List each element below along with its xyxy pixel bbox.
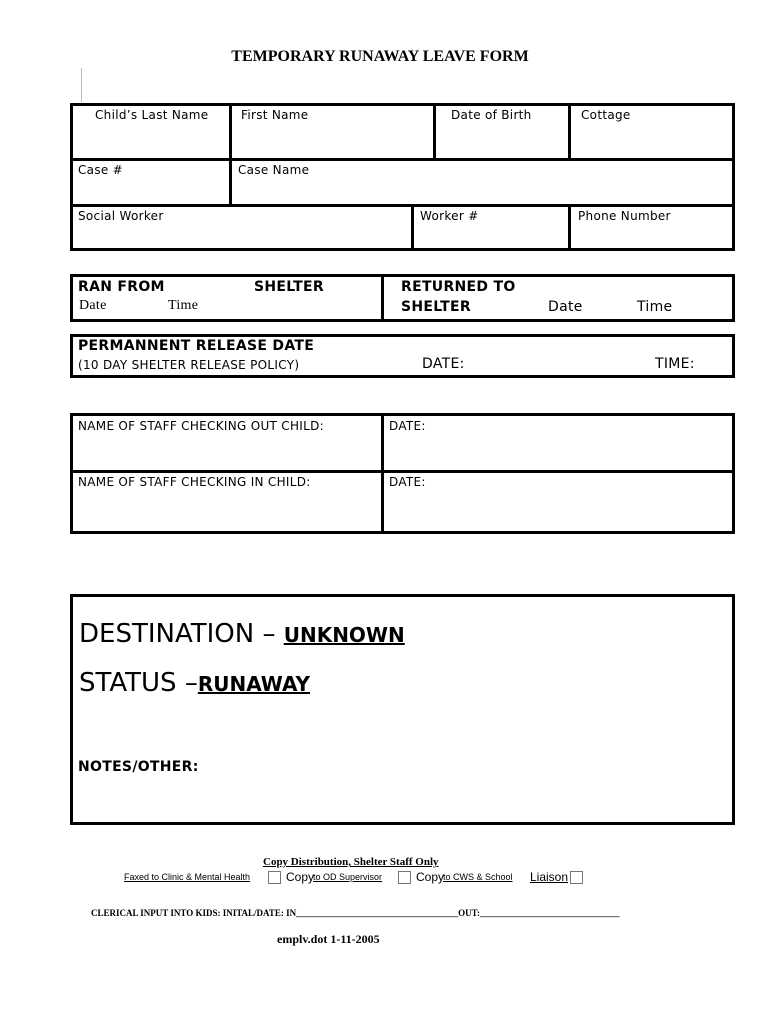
col-divider: [433, 103, 436, 160]
destination-label: DESTINATION –: [79, 619, 284, 649]
col-divider: [568, 103, 571, 160]
row-divider: [70, 204, 735, 207]
first-name-field[interactable]: First Name: [241, 108, 309, 122]
checking-in-date-field[interactable]: DATE:: [389, 475, 426, 489]
document-code: emplv.dot 1-11-2005: [277, 932, 380, 946]
destination-line: [79, 619, 405, 649]
distribution-item-liaison: Liaison: [530, 870, 569, 884]
clerical-out-label: OUT:: [458, 908, 480, 918]
copy-label-2: Copy: [416, 870, 445, 884]
release-policy-label: (10 DAY SHELTER RELEASE POLICY): [78, 358, 300, 372]
ran-from-date-field[interactable]: Date: [79, 298, 107, 313]
distribution-heading: Copy Distribution, Shelter Staff Only: [263, 856, 439, 868]
staff-checking-out-field[interactable]: NAME OF STAFF CHECKING OUT CHILD:: [78, 419, 324, 433]
case-number-field[interactable]: Case #: [78, 163, 124, 177]
ran-from-time-field[interactable]: Time: [168, 298, 199, 313]
phone-number-field[interactable]: Phone Number: [578, 209, 671, 223]
child-last-name-field[interactable]: Child’s Last Name: [95, 108, 209, 122]
row-divider: [70, 158, 735, 161]
margin-mark: [81, 68, 82, 102]
col-divider: [381, 274, 384, 322]
social-worker-field[interactable]: Social Worker: [78, 209, 164, 223]
notes-field[interactable]: NOTES/OTHER:: [78, 759, 199, 775]
status-line: [79, 668, 310, 698]
status-value: RUNAWAY: [197, 672, 310, 696]
form-title: TEMPORARY RUNAWAY LEAVE FORM: [231, 48, 529, 65]
date-of-birth-field[interactable]: Date of Birth: [451, 108, 532, 122]
clerical-in-line[interactable]: ____________________________________: [296, 908, 459, 918]
col-divider: [381, 413, 384, 534]
destination-value: UNKNOWN: [283, 623, 405, 647]
cws-liaison-checkbox[interactable]: [570, 871, 583, 884]
staff-checking-in-field[interactable]: NAME OF STAFF CHECKING IN CHILD:: [78, 475, 311, 489]
case-name-field[interactable]: Case Name: [238, 163, 310, 177]
col-divider: [229, 103, 232, 204]
release-label: PERMANNENT RELEASE DATE: [78, 338, 315, 354]
distribution-item-clinic: Faxed to Clinic & Mental Health: [124, 872, 251, 882]
od-supervisor-checkbox[interactable]: [398, 871, 411, 884]
returned-shelter-label: SHELTER: [401, 299, 471, 315]
clerical-in-label: CLERICAL INPUT INTO KIDS: INITAL/DATE: IN: [91, 908, 297, 918]
returned-to-label: RETURNED TO: [401, 279, 516, 295]
row-divider: [70, 470, 735, 473]
shelter-label: SHELTER: [254, 279, 324, 295]
checking-out-date-field[interactable]: DATE:: [389, 419, 426, 433]
ran-from-label: RAN FROM: [78, 279, 165, 295]
returned-date-field[interactable]: Date: [548, 299, 583, 315]
clerical-out-line[interactable]: _______________________________: [479, 908, 620, 918]
status-label: STATUS –: [79, 668, 198, 698]
copy-label-1: Copy: [286, 870, 315, 884]
col-divider: [568, 204, 571, 251]
cottage-field[interactable]: Cottage: [581, 108, 631, 122]
child-info-section: [70, 103, 735, 251]
clerical-row: [91, 908, 619, 918]
release-time-field[interactable]: TIME:: [655, 356, 695, 372]
worker-number-field[interactable]: Worker #: [420, 209, 479, 223]
distribution-item-od: to OD Supervisor: [313, 872, 383, 882]
release-date-field[interactable]: DATE:: [422, 356, 465, 372]
clinic-checkbox[interactable]: [268, 871, 281, 884]
distribution-item-cws: to CWS & School: [443, 872, 513, 882]
returned-time-field[interactable]: Time: [637, 299, 673, 315]
col-divider: [411, 204, 414, 251]
distribution-row: [124, 870, 594, 886]
